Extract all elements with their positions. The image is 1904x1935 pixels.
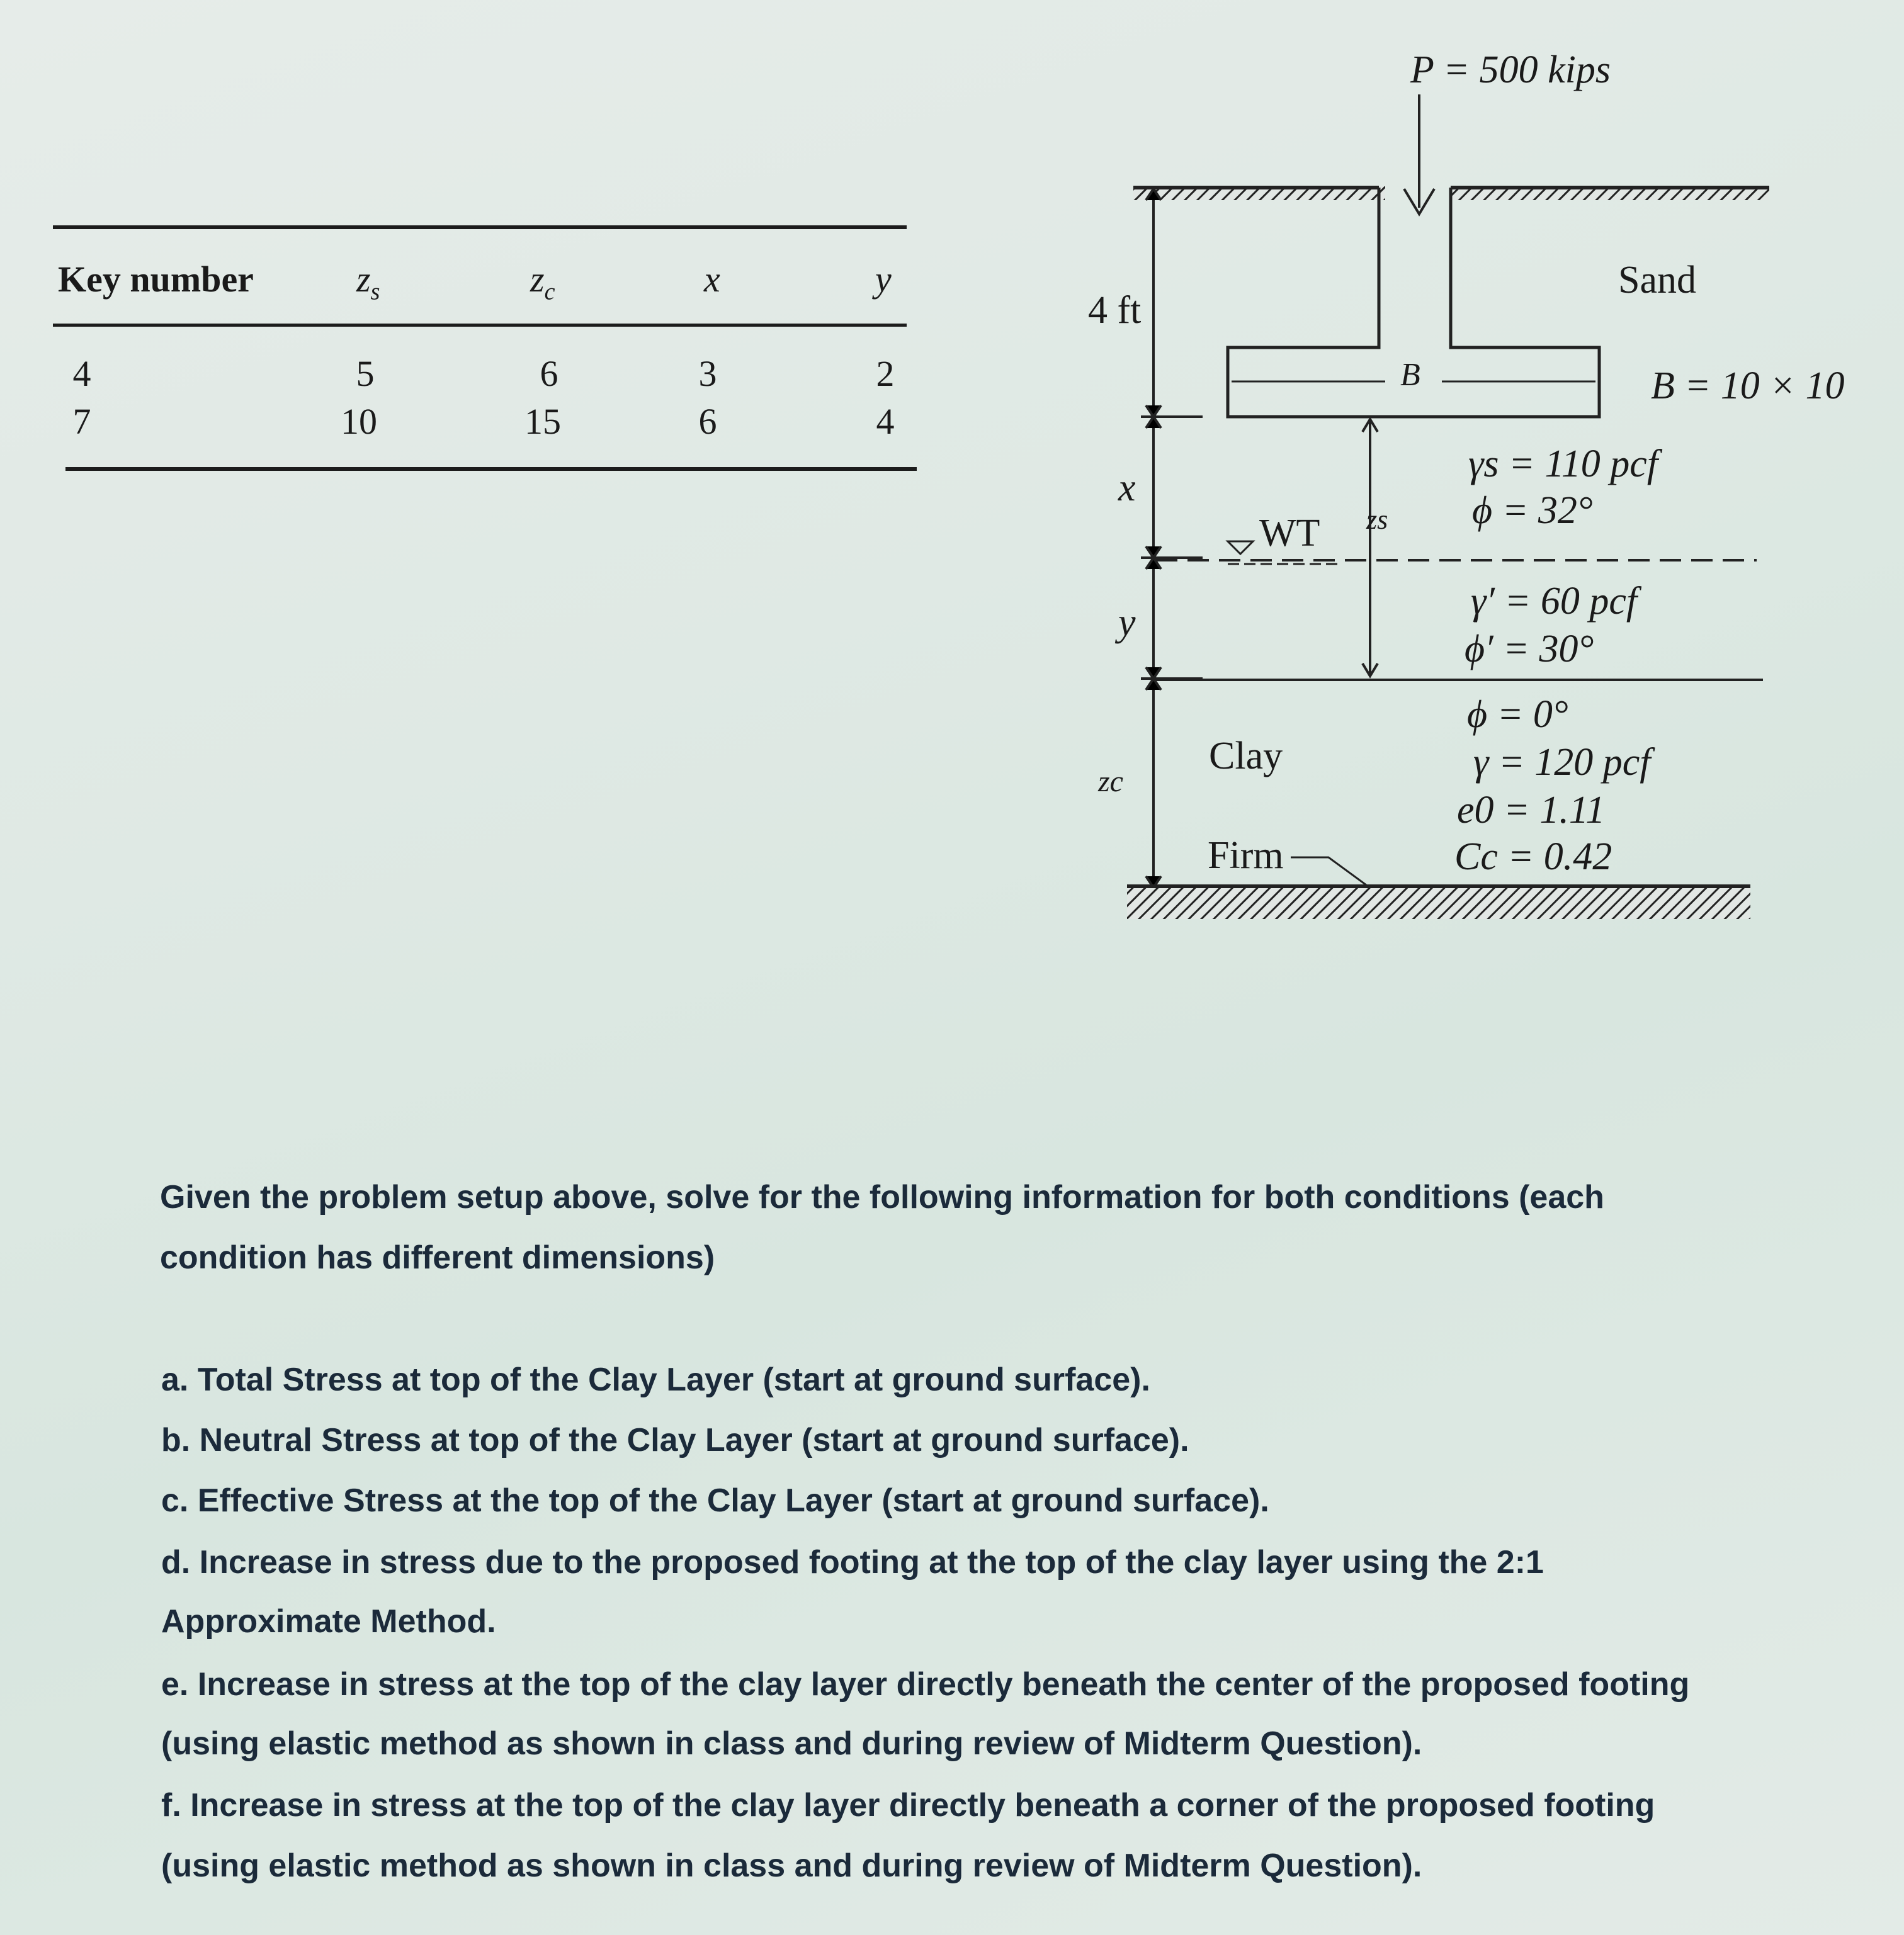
cell-zc: 6 xyxy=(540,353,558,394)
header-y: y xyxy=(875,259,892,300)
cell-x: 3 xyxy=(698,353,717,394)
clay-phi-label: ϕ = 0° xyxy=(1467,693,1568,736)
wt-label: WT xyxy=(1259,512,1320,555)
gamma-s-label: γs = 110 pcf xyxy=(1468,443,1658,485)
cell-y: 4 xyxy=(876,401,895,442)
water-table-line xyxy=(1156,541,1757,564)
load-arrow xyxy=(1404,94,1434,214)
intro-line-2: condition has different dimensions) xyxy=(160,1239,715,1276)
water-table-icon xyxy=(1228,541,1253,554)
zs-label: zs xyxy=(1366,504,1388,535)
header-zs: $z_s$ xyxy=(356,259,380,305)
question-b: b. Neutral Stress at top of the Clay Layer (start at ground surface). xyxy=(161,1422,1189,1458)
zc-label: zc xyxy=(1098,765,1123,798)
depth-dimension-line xyxy=(1141,189,1203,888)
sand-label: Sand xyxy=(1618,259,1696,302)
question-e-line-1: e. Increase in stress at the top of the clay layer directly beneath the center of the proposed footing xyxy=(161,1666,1690,1703)
gamma-prime-label: γ′ = 60 pcf xyxy=(1471,580,1638,623)
cell-zc: 15 xyxy=(524,401,561,442)
e0-label: e0 = 1.11 xyxy=(1457,789,1606,832)
header-key-number: Key number xyxy=(58,259,254,300)
zs-dimension xyxy=(1363,419,1378,676)
y-label: y xyxy=(1118,601,1136,644)
cell-zs: 10 xyxy=(341,401,377,442)
question-f-line-1: f. Increase in stress at the top of the clay layer directly beneath a corner of the proposed footing xyxy=(161,1787,1655,1824)
header-x: x xyxy=(704,259,720,300)
cell-y: 2 xyxy=(876,353,895,394)
question-a: a. Total Stress at top of the Clay Layer (start at ground surface). xyxy=(161,1362,1150,1398)
phi-sand-label: ϕ = 32° xyxy=(1472,489,1593,532)
x-label: x xyxy=(1118,466,1136,509)
depth-4ft-label: 4 ft xyxy=(1088,289,1142,332)
cell-x: 6 xyxy=(698,401,717,442)
intro-line-1: Given the problem setup above, solve for the following information for both conditions (each xyxy=(160,1179,1604,1216)
cc-label: Cc = 0.42 xyxy=(1454,835,1612,878)
question-e-line-2: (using elastic method as shown in class and during review of Midterm Question). xyxy=(161,1725,1422,1762)
load-label: P = 500 kips xyxy=(1410,48,1611,91)
b-size-label: B = 10 × 10 xyxy=(1651,364,1845,407)
question-f-line-2: (using elastic method as shown in class and during review of Midterm Question). xyxy=(161,1848,1422,1884)
question-d-line-1: d. Increase in stress due to the proposed footing at the top of the clay layer using the 2:1 xyxy=(161,1544,1544,1581)
phi-prime-label: ϕ′ = 30° xyxy=(1465,628,1594,670)
firm-label: Firm xyxy=(1208,834,1284,877)
clay-gamma-label: γ = 120 pcf xyxy=(1473,741,1651,784)
question-d-line-2: Approximate Method. xyxy=(161,1603,496,1640)
cell-zs: 5 xyxy=(356,353,375,394)
cell-key: 4 xyxy=(72,353,91,394)
question-c: c. Effective Stress at the top of the Clay Layer (start at ground surface). xyxy=(161,1482,1269,1519)
footing-b-label: B xyxy=(1400,357,1420,393)
clay-label: Clay xyxy=(1209,735,1283,777)
header-zc: $z_c$ xyxy=(530,259,555,305)
cell-key: 7 xyxy=(72,401,91,442)
